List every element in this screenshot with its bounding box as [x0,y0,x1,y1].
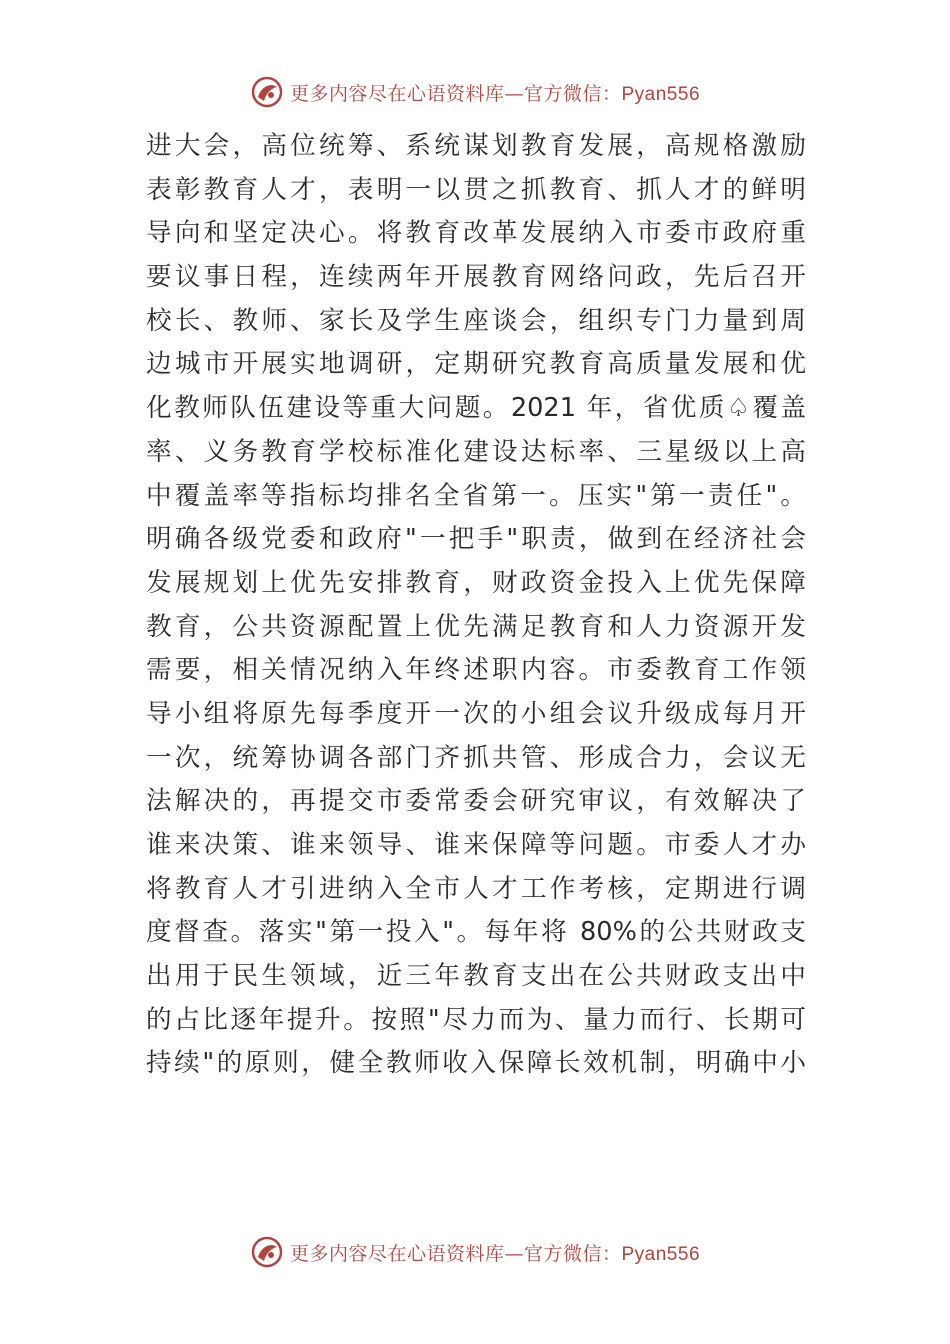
contact-label: 官方微信： [523,82,622,105]
text-line: 导向和坚定决心。将教育改革发展纳入市委市政府重 [146,218,806,249]
watermark-text [290,79,700,106]
text-line: 教育，公共资源配置上优先满足教育和人力资源开发 [146,611,806,642]
text-line: 明确各级党委和政府"一把手"职责，做到在经济社会 [146,524,806,555]
text-line: 中覆盖率等指标均排名全省第一。压实"第一责任"。 [146,480,806,511]
document-body [146,125,806,1086]
text-line: 的占比逐年提升。按照"尽力而为、量力而行、长期可 [146,1004,806,1035]
text-line: 表彰教育人才，表明一以贯之抓教育、抓人才的鲜明 [146,174,806,205]
text-line: 率、义务教育学校标准化建设达标率、三星级以上高 [146,436,806,467]
brand-text: 更多内容尽在心语资料库— [289,82,524,105]
text-line: 一次，统筹协调各部门齐抓共管、形成合力，会议无 [146,742,806,773]
text-line: 进大会，高位统筹、系统谋划教育发展，高规格激励 [146,131,806,161]
text-line: 需要，相关情况纳入年终述职内容。市委教育工作领 [146,655,806,686]
text-line: 化教师队伍建设等重大问题。2021 年，省优质♤覆盖 [146,393,806,424]
contact-id: Pyan556 [621,83,701,105]
text-line: 将教育人才引进纳入全市人才工作考核，定期进行调 [146,873,806,904]
brand-text: 更多内容尽在心语资料库— [289,1242,524,1265]
text-line: 持续"的原则，健全教师收入保障长效机制，明确中小 [146,1048,806,1079]
header-watermark [0,72,950,112]
text-line: 法解决的，再提交市委常委会研究审议，有效解决了 [146,786,806,817]
seal-logo-icon [250,1235,284,1269]
contact-id: Pyan556 [621,1243,701,1265]
text-line: 度督查。落实"第一投入"。每年将 80%的公共财政支 [146,917,806,948]
text-line: 边城市开展实地调研，定期研究教育高质量发展和优 [146,349,806,380]
contact-label: 官方微信： [523,1242,622,1265]
watermark-text [290,1239,700,1266]
text-line: 要议事日程，连续两年开展教育网络问政，先后召开 [146,262,806,293]
seal-logo-icon [250,75,284,109]
text-line: 出用于民生领域，近三年教育支出在公共财政支出中 [146,961,806,992]
text-line: 导小组将原先每季度开一次的小组会议升级成每月开 [146,698,806,729]
text-line: 谁来决策、谁来领导、谁来保障等问题。市委人才办 [146,830,806,860]
text-line: 校长、教师、家长及学生座谈会，组织专门力量到周 [146,305,806,336]
footer-watermark [0,1232,950,1272]
text-line: 发展规划上优先安排教育，财政资金投入上优先保障 [146,567,806,598]
